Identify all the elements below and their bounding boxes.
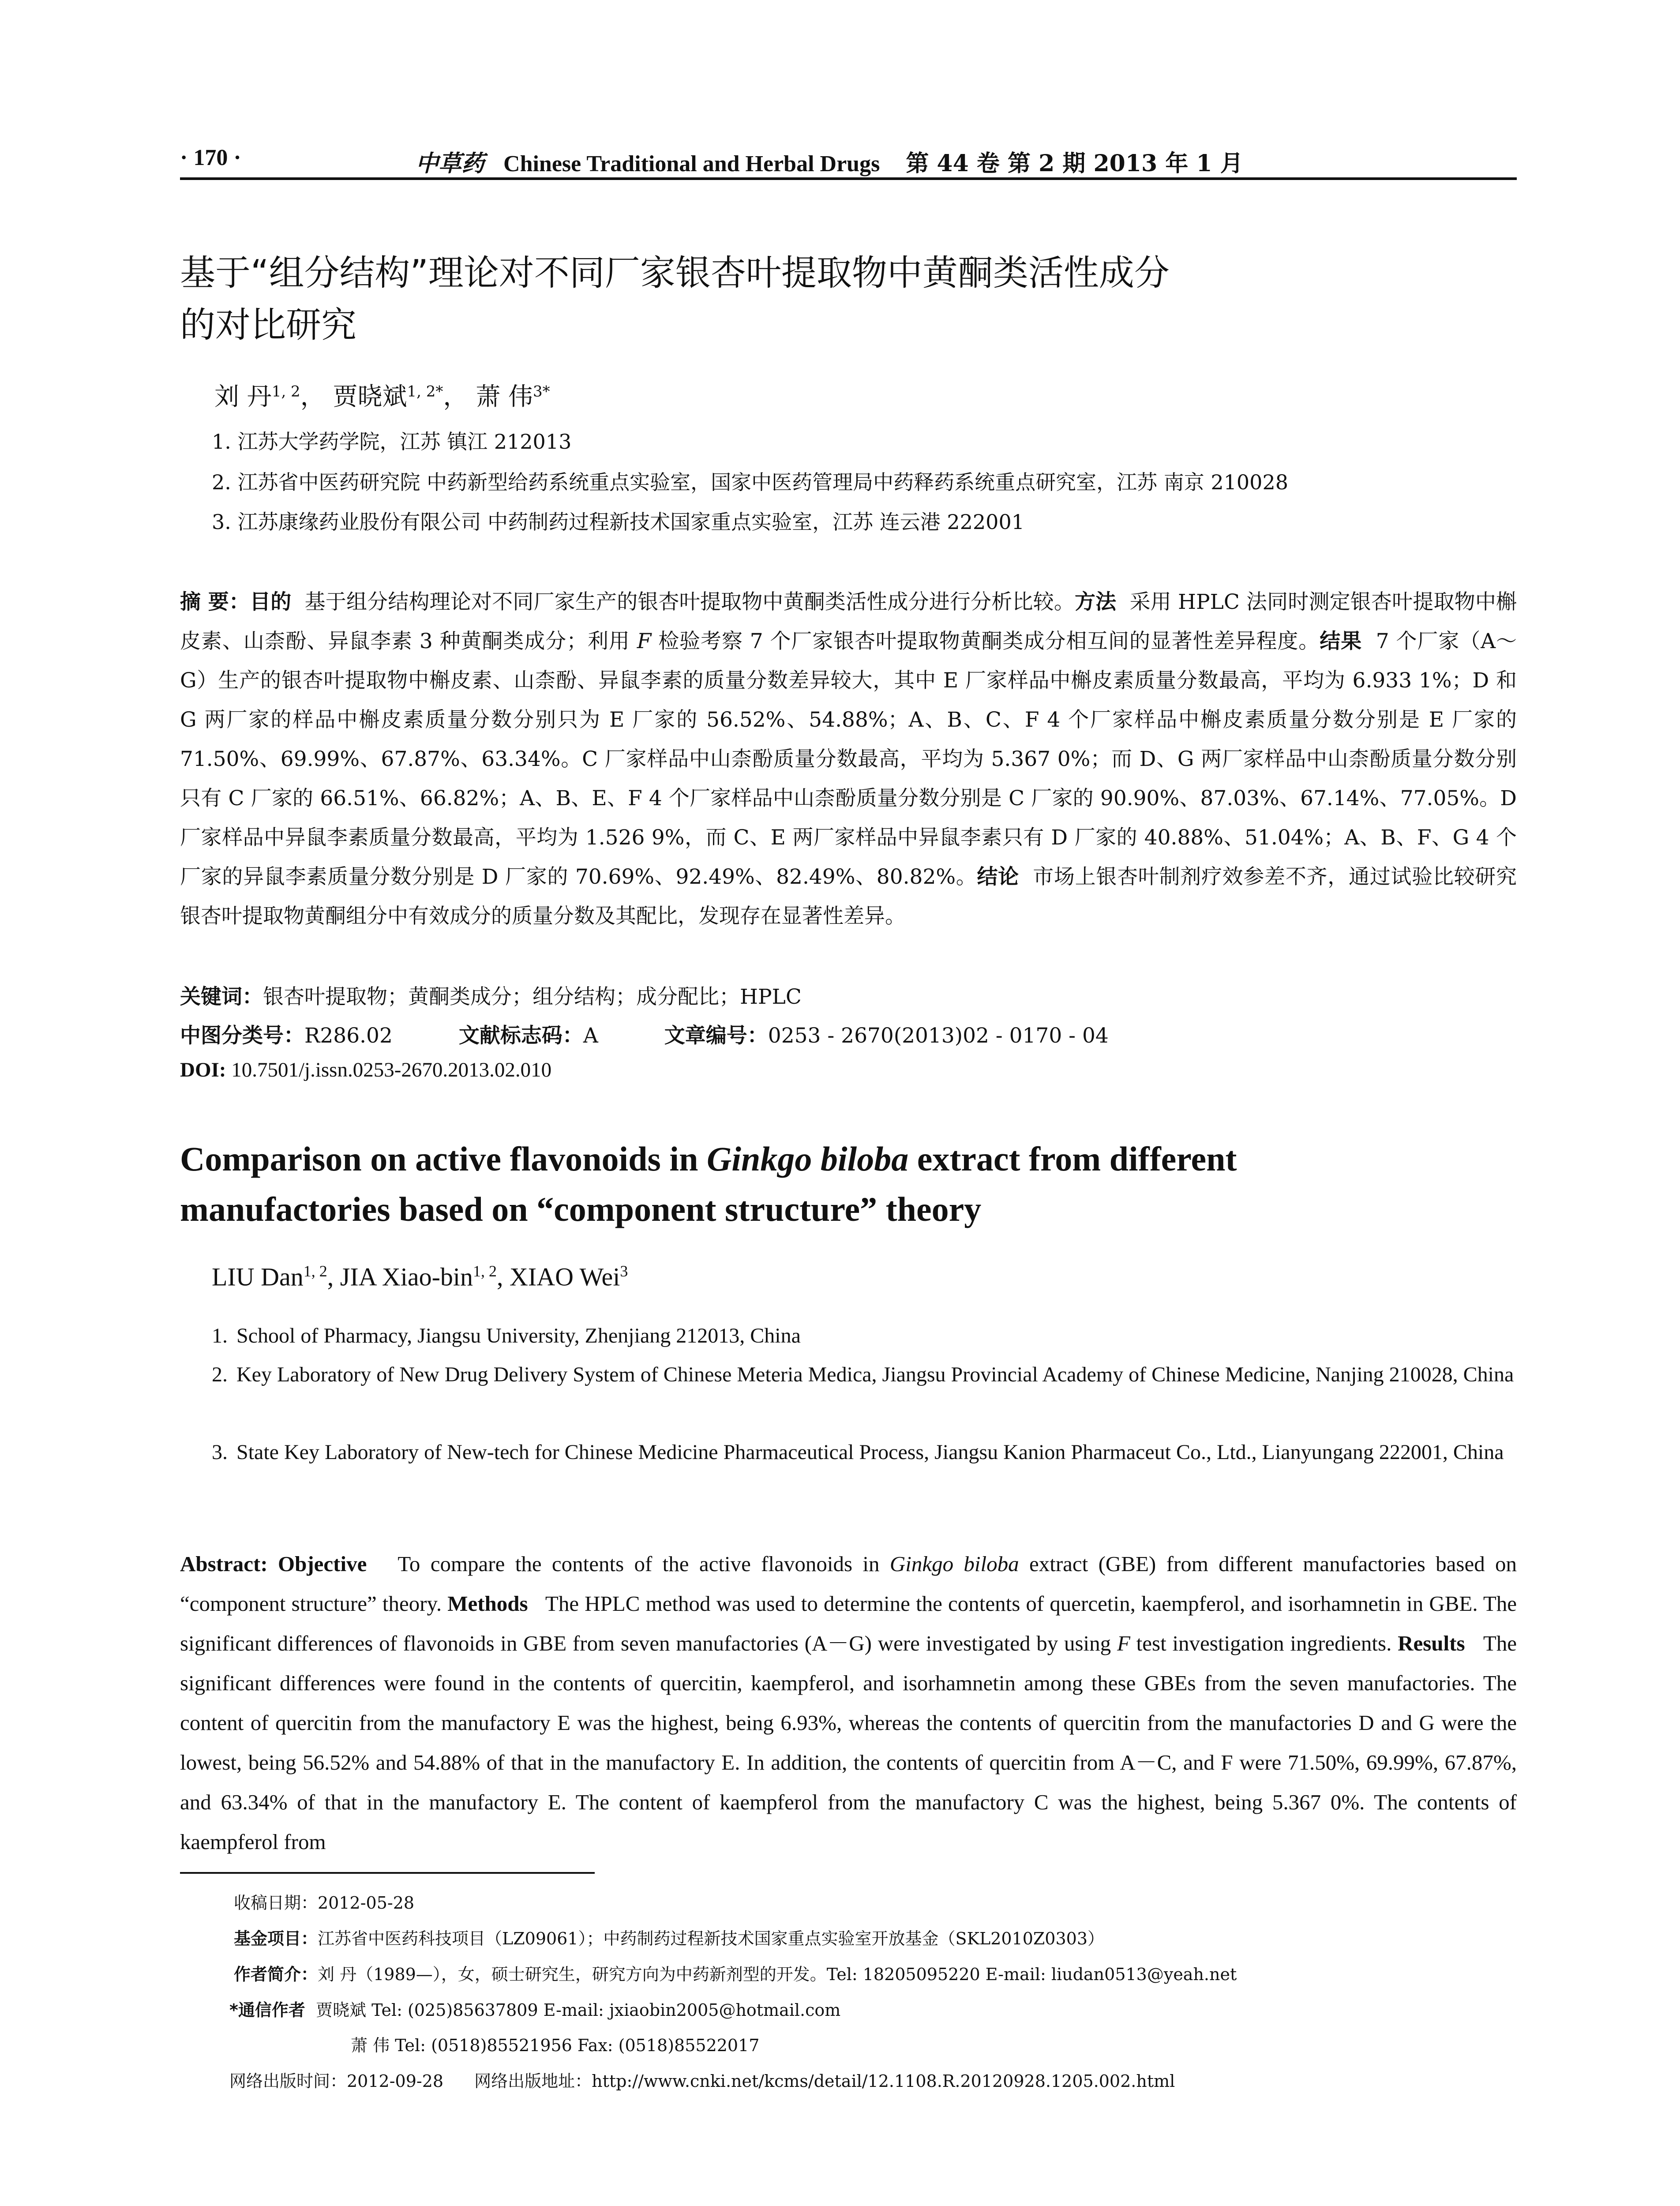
objective-en-text: To compare the contents of the active flavonoids in [398, 1552, 880, 1576]
affiliation-en [212, 1355, 1518, 1394]
article-number-value: 0253 - 2670(2013)02 - 0170 - 04 [768, 1024, 1109, 1048]
abstract-en-label: Abstract: Objective [180, 1552, 367, 1576]
article-number-label: 文章编号： [664, 1024, 768, 1048]
affiliation-en-text: Key Laboratory of New Drug Delivery System of Chinese Meteria Medica, Jiangsu Provincial Academy of Chinese Medicine, Nanjing 210028, China [236, 1363, 1514, 1386]
title-en-species: Ginkgo biloba [706, 1140, 909, 1178]
doc-code-value: A [583, 1024, 598, 1048]
affiliation-en [212, 1317, 1518, 1355]
doc-code-label: 文献标志码： [458, 1024, 583, 1048]
author-en-name: XIAO Wei [510, 1262, 620, 1291]
journal-name-en: Chinese Traditional and Herbal Drugs [503, 151, 880, 176]
abstract-en [180, 1544, 1517, 1862]
author-cn-affiliation-marker: 3* [533, 383, 550, 401]
title-en-text: Comparison on active flavonoids in [180, 1140, 707, 1178]
affiliation-cn: 2. 江苏省中医药研究院 中药新型给药系统重点实验室，国家中医药管理局中药释药系统重点研究室，江苏 南京 210028 [212, 470, 1288, 494]
author-en-name: LIU Dan [212, 1262, 304, 1291]
results-en-text: The significant differences were found in the contents of quercitin, kaempferol, and isorhamnetin among these GBEs from the seven manufactories. The content of quercitin from the manufactory E was the highest, being 6.93%, whereas the contents of quercitin from the manufactories D and G were the lowest, being 56.52% and 54.88% of that in the manufactory E. In addition, the contents of quercitin from A－C, and F were 71.50%, 69.99%, 67.87%, and 63.34% of that in the manufactory E. The content of kaempferol from the manufactory C was the highest, being 5.367 0%. The contents of kaempferol from [180, 1631, 1517, 1854]
author-separator: ， [443, 383, 468, 411]
running-header [180, 140, 1517, 180]
affiliation-en [212, 1433, 1518, 1472]
fund-text: 江苏省中医药科技项目（LZ09061）；中药制药过程新技术国家重点实验室开放基金（SKL2010Z0303） [318, 1929, 1105, 1948]
affiliation-en-number: 1. [212, 1324, 228, 1347]
results-label: 结果 [1320, 629, 1362, 653]
header-rule [180, 177, 1517, 180]
corresponding-label: *通信作者 [229, 2000, 305, 2020]
clc-value: R286.02 [304, 1024, 393, 1048]
keywords-cn [180, 980, 1517, 1010]
title-en-text: extract from different [908, 1140, 1237, 1178]
results-en-label: Results [1398, 1631, 1465, 1655]
methods-text-cont: 检验考察 7 个厂家银杏叶提取物黄酮类成分相互间的显著性差异程度。 [658, 629, 1320, 653]
title-en-line-2: manufactories based on “component structure” theory [180, 1190, 982, 1228]
author-bio-label: 作者简介： [234, 1965, 318, 1984]
species-name: Ginkgo biloba [889, 1552, 1019, 1576]
affiliation-en-text: School of Pharmacy, Jiangsu University, Zhenjiang 212013, China [236, 1324, 801, 1347]
online-address: http://www.cnki.net/kcms/detail/12.1108.R.20120928.1205.002.html [592, 2071, 1175, 2091]
title-en-line-1 [180, 1134, 1517, 1184]
affiliation-en-number: 2. [212, 1363, 228, 1386]
footnote-author-bio [234, 1961, 1513, 1985]
methods-en-text-cont: test investigation ingredients. [1136, 1631, 1392, 1655]
clc-label: 中图分类号： [180, 1024, 304, 1048]
doi-value: 10.7501/j.issn.0253-2670.2013.02.010 [231, 1058, 552, 1081]
journal-name-cn: 中草药 [416, 150, 485, 177]
f-test-symbol-en: F [1117, 1631, 1130, 1655]
author-separator: ， [300, 383, 325, 411]
methods-en-text: The HPLC method was used to determine the contents of quercetin, kaempferol, and isorhamnetin in GBE. The significant differences of flavonoids in GBE from seven manufactories (A－G) were investigated by using [180, 1591, 1517, 1655]
article-title-cn [180, 247, 1459, 351]
affiliation-cn: 3. 江苏康缘药业股份有限公司 中药制药过程新技术国家重点实验室，江苏 连云港 222001 [212, 510, 1024, 534]
title-cn-line-2: 的对比研究 [180, 304, 356, 345]
abstract-cn-label: 摘 要： [180, 590, 250, 614]
footnote-online [229, 2067, 1509, 2092]
online-time: 网络出版时间：2012-09-28 [229, 2071, 444, 2091]
footnote-received: 收稿日期：2012-05-28 [234, 1893, 415, 1913]
journal-name [416, 145, 1243, 178]
conclusion-text: 市场上银杏叶制剂疗效参差不齐，通过试验比较研究银杏叶提取物黄酮组分中有效成分的质量分数及其配比，发现存在显著性差异。 [180, 865, 1517, 928]
online-address-label: 网络出版地址： [474, 2071, 592, 2091]
keywords-value: 银杏叶提取物；黄酮类成分；组分结构；成分配比；HPLC [263, 985, 802, 1009]
author-en-affiliation-marker: 1, 2 [303, 1262, 327, 1280]
page-number: · 170 · [180, 145, 241, 170]
doi-line [180, 1058, 1517, 1082]
author-en-affiliation-marker: 3 [620, 1262, 628, 1280]
fund-label: 基金项目： [234, 1929, 318, 1948]
author-cn-name: 萧 伟 [476, 383, 533, 411]
objective-text: 基于组分结构理论对不同厂家生产的银杏叶提取物中黄酮类活性成分进行分析比较。 [304, 590, 1075, 614]
f-test-symbol: F [637, 629, 652, 653]
author-cn-name: 刘 丹 [214, 383, 272, 411]
doi-label: DOI: [180, 1058, 226, 1081]
methods-label: 方法 [1075, 590, 1117, 614]
corresponding-author-1: 贾晓斌 Tel: (025)85637809 E-mail: jxiaobin2005@hotmail.com [316, 2000, 841, 2020]
results-text: 7 个厂家（A～G）生产的银杏叶提取物中槲皮素、山柰酚、异鼠李素的质量分数差异较大，其中 E 厂家样品中槲皮素质量分数最高，平均为 6.933 1%；D 和 G 两厂家的样品中槲皮素质量分数分别只为 E 厂家的 56.52%、54.88%；A、B、C、F 4 个厂家样品中槲皮素质量分数分别是 E 厂家的 71.50%、69.99%、67.87%、63.34%。C 厂家样品中山柰酚质量分数最高，平均为 5.367 0%；而 D、G 两厂家样品中山柰酚质量分数分别只有 C 厂家的 66.51%、66.82%；A、B、E、F 4 个厂家样品中山柰酚质量分数分别是 C 厂家的 90.90%、87.03%、67.14%、77.05%。D 厂家样品中异鼠李素质量分数最高，平均为 1.526 9%，而 C、E 两厂家样品中异鼠李素只有 D 厂家的 40.88%、51.04%；A、B、F、G 4 个厂家的异鼠李素质量分数分别是 D 厂家的 70.69%、92.49%、82.49%、80.82%。 [180, 629, 1517, 889]
classification-line [180, 1019, 1517, 1049]
conclusion-label: 结论 [977, 865, 1019, 889]
methods-text: 采用 HPLC 法同时测定银杏叶提取物中槲皮素、山柰酚、异鼠李素 3 种黄酮类成分；利用 [180, 590, 1517, 653]
authors-cn [214, 377, 550, 413]
corresponding-author-2: 萧 伟 Tel: (0518)85521956 Fax: (0518)85522017 [351, 2036, 760, 2055]
author-cn-affiliation-marker: 1, 2 [271, 383, 300, 401]
title-cn-line-1: 基于“组分结构”理论对不同厂家银杏叶提取物中黄酮类活性成分 [180, 252, 1170, 293]
author-bio-text: 刘 丹（1989—），女，硕士研究生，研究方向为中药新剂型的开发。Tel: 18205095220 E-mail: liudan0513@yeah.net [318, 1965, 1237, 1984]
footnote-corresponding [229, 1996, 1509, 2021]
affiliation-cn: 1. 江苏大学药学院，江苏 镇江 212013 [212, 430, 572, 454]
article-title-en [180, 1134, 1517, 1234]
author-en-affiliation-marker: 1, 2 [473, 1262, 497, 1280]
objective-en-text-cont: extract (GBE) from different manufactories based on “component structure” theory. [180, 1552, 1517, 1616]
author-cn-affiliation-marker: 1, 2* [407, 383, 443, 401]
methods-en-label: Methods [447, 1591, 528, 1616]
author-cn-name: 贾晓斌 [333, 383, 407, 411]
footnote-rule [180, 1872, 595, 1874]
affiliation-en-number: 3. [212, 1441, 228, 1464]
author-en-name: JIA Xiao-bin [340, 1262, 473, 1291]
objective-label: 目的 [250, 590, 292, 614]
authors-en: LIU Dan$^{1, 2}$, JIA Xiao-bin$^{1, 2}$, XIAO Wei$^3$ [212, 1262, 628, 1291]
keywords-label: 关键词： [180, 985, 263, 1009]
journal-issue: 第 44 卷 第 2 期 2013 年 1 月 [906, 150, 1243, 177]
footnote-fund [234, 1925, 1513, 1949]
affiliation-en-text: State Key Laboratory of New-tech for Chinese Medicine Pharmaceutical Process, Jiangsu Kanion Pharmaceut Co., Ltd., Lianyungang 222001, China [236, 1441, 1504, 1464]
abstract-cn [180, 582, 1517, 936]
